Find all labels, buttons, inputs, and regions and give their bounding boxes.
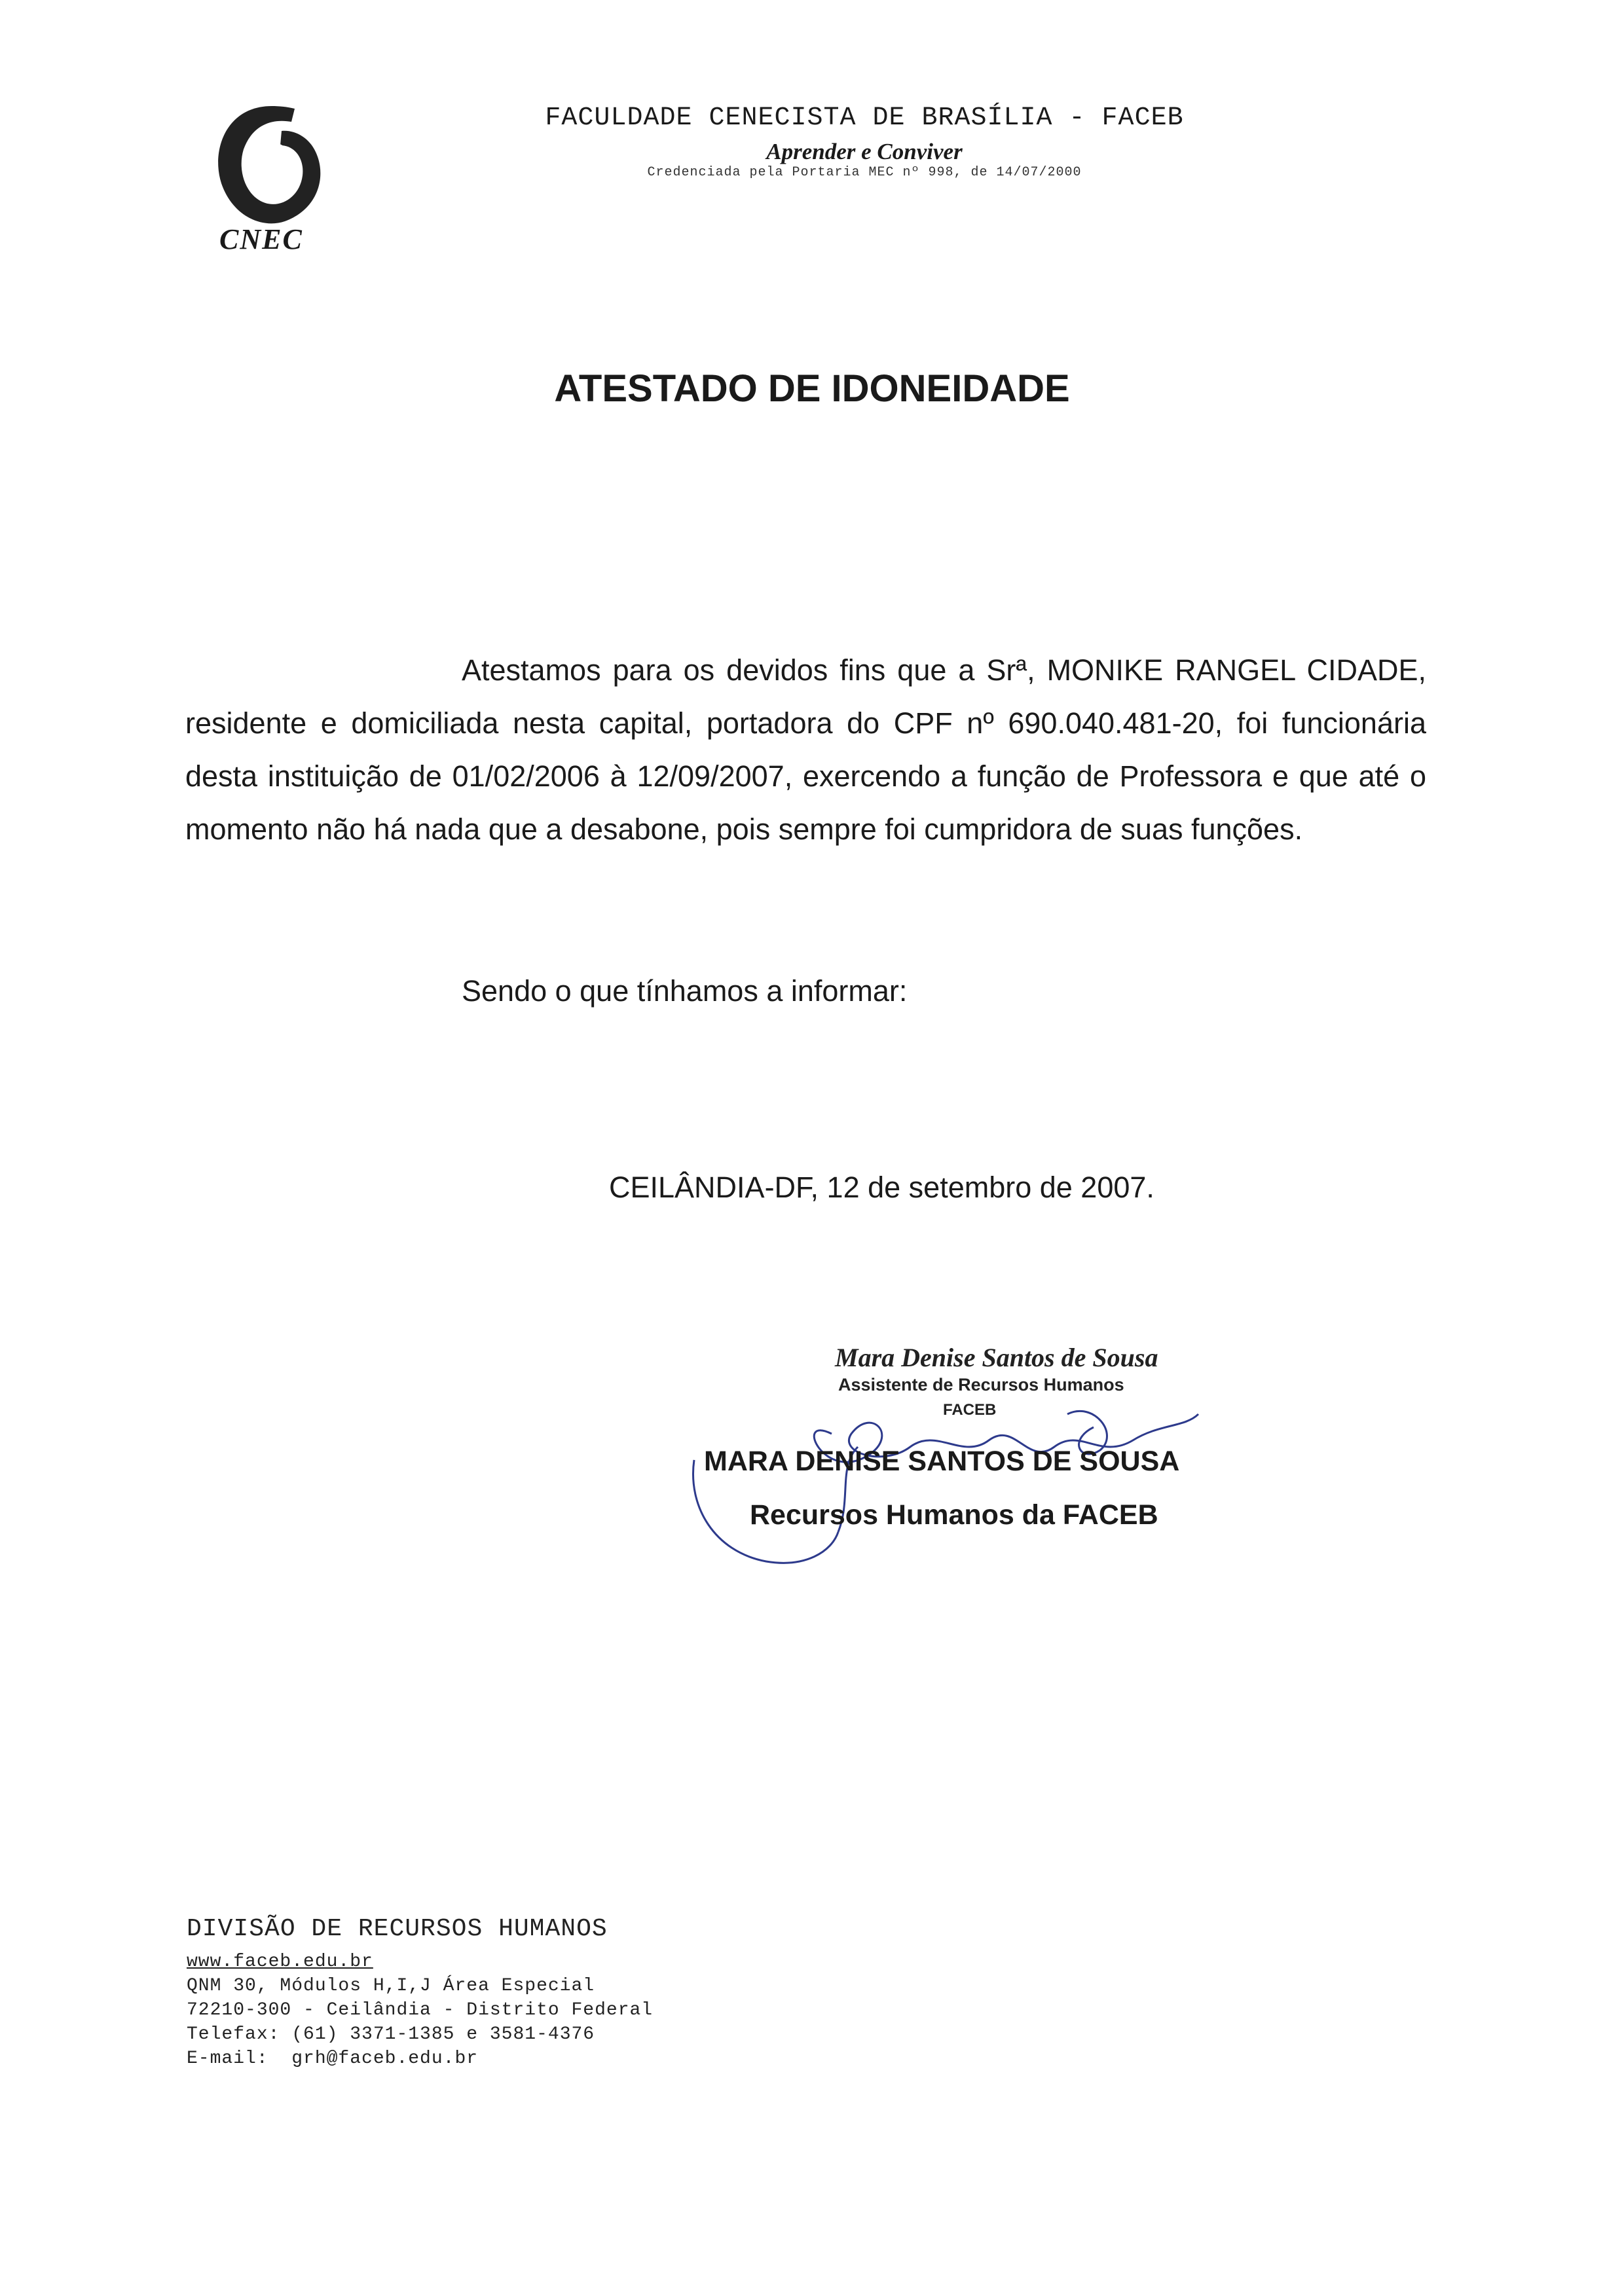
attestation-paragraph: Atestamos para os devidos fins que a Srª, MONIKE RANGEL CIDADE, residente e domiciliada nesta capital, portadora do CPF nº 690.040.481-20, foi funcionária desta instituição de 01/02/2006 à 12/09/2007, exercendo a função de Professora e que até o momento não há nada que a desabone, pois sempre foi cumpridora de suas funções. (185, 653, 1426, 846)
stamp-org: FACEB (943, 1401, 997, 1419)
footer-division: DIVISÃO DE RECURSOS HUMANOS (187, 1915, 608, 1943)
footer-address-line1: QNM 30, Módulos H,I,J Área Especial (187, 1976, 595, 1996)
accreditation-note: Credenciada pela Portaria MEC nº 998, de 14/07/2000 (647, 165, 1082, 180)
footer-contact-block (187, 1915, 653, 2071)
closing-paragraph: Sendo o que tínhamos a informar: (462, 974, 908, 1008)
footer-email: E-mail: grh@faceb.edu.br (187, 2049, 479, 2069)
signer-role: Recursos Humanos da FACEB (750, 1499, 1158, 1531)
institution-name: FACULDADE CENECISTA DE BRASÍLIA - FACEB (545, 103, 1184, 133)
signer-name: MARA DENISE SANTOS DE SOUSA (704, 1446, 1180, 1477)
footer-phone: Telefax: (61) 3371-1385 e 3581-4376 (187, 2024, 595, 2045)
cnec-logo (196, 98, 347, 262)
stamp-name: Mara Denise Santos de Sousa (835, 1343, 1158, 1372)
footer-address-line2: 72210-300 - Ceilândia - Distrito Federal (187, 2000, 654, 2020)
footer-website-link[interactable]: www.faceb.edu.br (187, 1952, 373, 1972)
document-title: ATESTADO DE IDONEIDADE (554, 367, 1070, 410)
logo-text: CNEC (219, 223, 303, 255)
stamp-role: Assistente de Recursos Humanos (838, 1375, 1124, 1394)
institution-motto: Aprender e Conviver (766, 139, 963, 164)
place-date: CEILÂNDIA-DF, 12 de setembro de 2007. (609, 1171, 1154, 1204)
